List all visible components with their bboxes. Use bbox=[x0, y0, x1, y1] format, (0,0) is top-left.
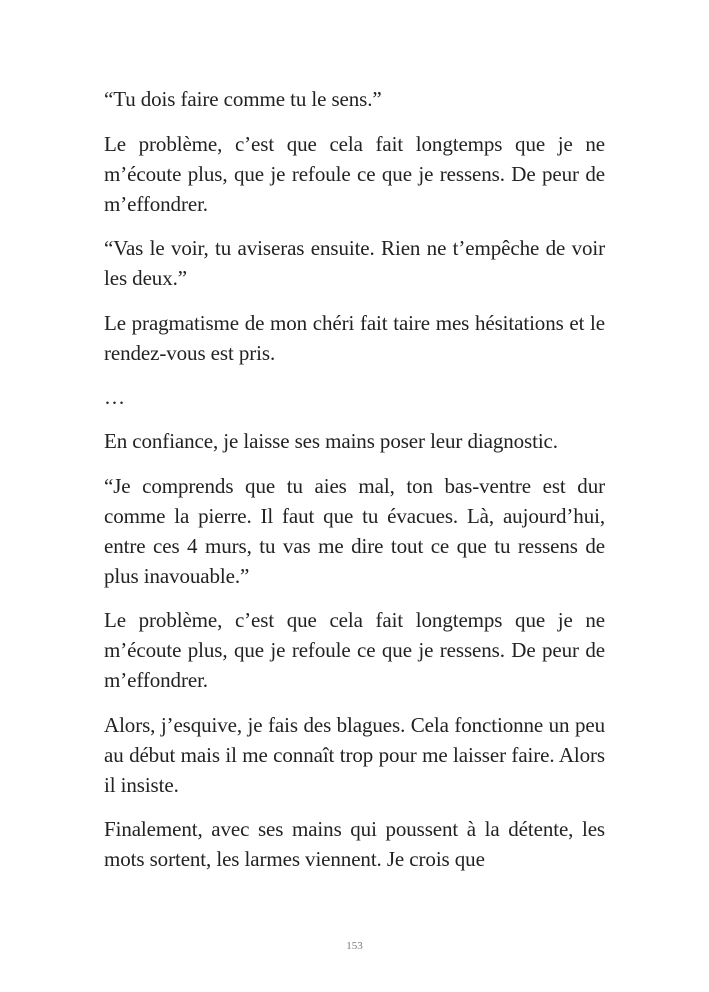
paragraph-4: Le pragmatisme de mon chéri fait taire mes hésitations et le rendez-vous est pris. bbox=[104, 310, 605, 365]
paragraph-2: Le problème, c’est que cela fait longtemps que je ne m’écoute plus, que je refoule ce que je ressens. De peur de m’effondrer. bbox=[104, 131, 605, 216]
paragraph-8: Le problème, c’est que cela fait longtemps que je ne m’écoute plus, que je refoule ce que je ressens. De peur de m’effondrer. bbox=[104, 608, 605, 692]
page-number: 153 bbox=[346, 940, 363, 952]
paragraph-3: “Vas le voir, tu aviseras ensuite. Rien ne t’empêche de voir les deux.” bbox=[104, 236, 605, 290]
paragraph-9: Alors, j’esquive, je fais des blagues. Cela fonctionne un peu au début mais il me connaît trop pour me laisser faire. Alors il insiste. bbox=[104, 712, 605, 797]
paragraph-ellipsis: … bbox=[104, 385, 125, 409]
paragraph-1: “Tu dois faire comme tu le sens.” bbox=[104, 87, 382, 111]
paragraph-7: “Je comprends que tu aies mal, ton bas-ventre est dur comme la pierre. Il faut que tu évacues. Là, aujourd’hui, entre ces 4 murs, tu vas me dire tout ce que tu ressens de plus inavouable.” bbox=[104, 473, 605, 588]
page-body bbox=[104, 84, 605, 889]
paragraph-6: En confiance, je laisse ses mains poser leur diagnostic. bbox=[104, 429, 558, 453]
paragraph-10: Finalement, avec ses mains qui poussent à la détente, les mots sortent, les larmes viennent. Je crois que bbox=[104, 817, 605, 871]
